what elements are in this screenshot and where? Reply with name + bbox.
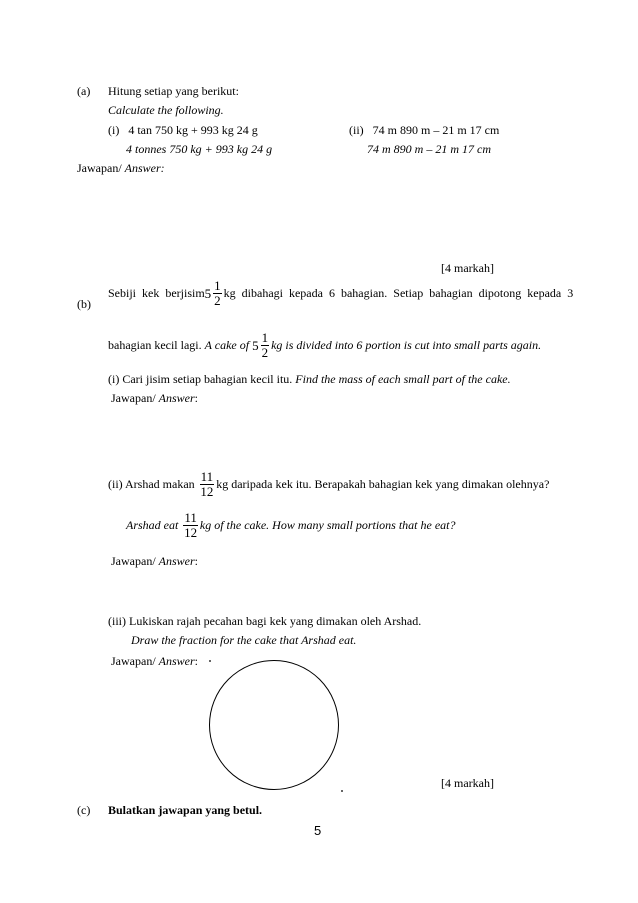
fraction-11-12 — [200, 470, 215, 499]
part-a-q2-en: 74 m 890 m – 21 m 17 cm — [367, 142, 491, 156]
cake-circle-diagram — [209, 660, 339, 790]
answer-en: Answer — [158, 654, 195, 668]
part-b-ii-answer — [111, 554, 198, 569]
fraction-1-2 — [213, 279, 222, 308]
part-b-i-en: Find the mass of each small part of the cake. — [295, 372, 511, 386]
part-b-text-ms-1: Sebiji kek berjisim — [108, 286, 205, 300]
mixed-whole: 5 — [204, 285, 212, 301]
mixed-fraction-5-1-2 — [205, 279, 224, 308]
part-b-ii-en — [126, 511, 456, 540]
part-b-line-1 — [108, 278, 574, 308]
mixed-whole: 5 — [252, 337, 259, 353]
fraction-1-2 — [261, 331, 270, 360]
part-b-marks: [4 markah] — [441, 776, 494, 790]
part-a-q1-en: 4 tonnes 750 kg + 993 kg 24 g — [126, 142, 273, 156]
part-b-label: (b) — [77, 297, 91, 311]
part-b-i — [108, 372, 511, 387]
part-a-q2 — [349, 123, 499, 138]
part-b-iii-ms: (iii) Lukiskan rajah pecahan bagi kek yang dimakan oleh Arshad. — [108, 614, 422, 628]
fraction-denominator: 12 — [184, 525, 198, 540]
fraction-numerator: 1 — [214, 278, 221, 293]
stray-dot — [341, 790, 343, 792]
answer-colon: : — [194, 391, 198, 405]
part-c-text: Bulatkan jawapan yang betul. — [108, 803, 263, 817]
part-a-answer-en: Answer: — [124, 161, 165, 175]
part-b-ii-en-1: Arshad eat — [126, 518, 179, 532]
answer-en: Answer — [158, 554, 195, 568]
part-b-iii-answer — [111, 654, 198, 669]
fraction-denominator: 2 — [214, 293, 221, 308]
part-a-q2-ms: 74 m 890 m – 21 m 17 cm — [372, 123, 500, 137]
part-a-answer — [77, 161, 165, 176]
part-b-iii-en: Draw the fraction for the cake that Arshad eat. — [131, 633, 357, 647]
mixed-fraction-5-1-2-en — [252, 331, 271, 360]
part-c-label: (c) — [77, 803, 91, 817]
answer-ms: Jawapan/ — [111, 391, 156, 405]
fraction-numerator: 1 — [261, 330, 269, 345]
part-a-answer-ms: Jawapan/ — [77, 161, 122, 175]
part-a-q1-ms: 4 tan 750 kg + 993 kg 24 g — [128, 123, 258, 137]
part-b-i-ms: (i) Cari jisim setiap bahagian kecil itu. — [108, 372, 293, 386]
fraction-numerator: 11 — [200, 469, 214, 484]
part-b-ii-label: (ii) Arshad makan — [108, 477, 195, 491]
fraction-denominator: 12 — [200, 484, 214, 499]
part-a-q1 — [108, 123, 258, 138]
part-a-instruction-en: Calculate the following. — [108, 103, 224, 117]
fraction-numerator: 11 — [184, 510, 197, 525]
part-a-instruction-ms: Hitung setiap yang berikut: — [108, 84, 239, 98]
part-b-ii-ms: kg daripada kek itu. Berapakah bahagian kek yang dimakan olehnya? — [216, 477, 550, 491]
part-a-marks: [4 markah] — [441, 261, 494, 275]
answer-colon: : — [194, 654, 198, 668]
part-a-q2-label: (ii) — [349, 123, 364, 137]
part-b-i-answer — [111, 391, 198, 406]
part-a-label: (a) — [77, 84, 91, 98]
part-a-q1-label: (i) — [108, 123, 120, 137]
part-b-text-ms-2: kg dibahagi kepada 6 bahagian. Setiap bahagian dipotong kepada 3 — [223, 286, 574, 300]
part-b-text-en-1: A cake of — [204, 338, 250, 352]
part-b-ii-en-2: kg of the cake. How many small portions that he eat? — [199, 518, 456, 532]
fraction-denominator: 2 — [261, 345, 269, 360]
part-b-line-2 — [108, 331, 541, 360]
answer-colon: : — [194, 554, 198, 568]
page-number: 5 — [314, 823, 322, 838]
part-b-text-en-2: kg is divided into 6 portion is cut into small parts again. — [271, 338, 542, 352]
answer-ms: Jawapan/ — [111, 654, 156, 668]
stray-dot — [209, 660, 211, 662]
answer-ms: Jawapan/ — [111, 554, 156, 568]
part-b-ii — [108, 470, 549, 499]
fraction-11-12 — [183, 511, 198, 540]
answer-en: Answer — [158, 391, 195, 405]
part-b-text-ms-3: bahagian kecil lagi. — [108, 338, 202, 352]
